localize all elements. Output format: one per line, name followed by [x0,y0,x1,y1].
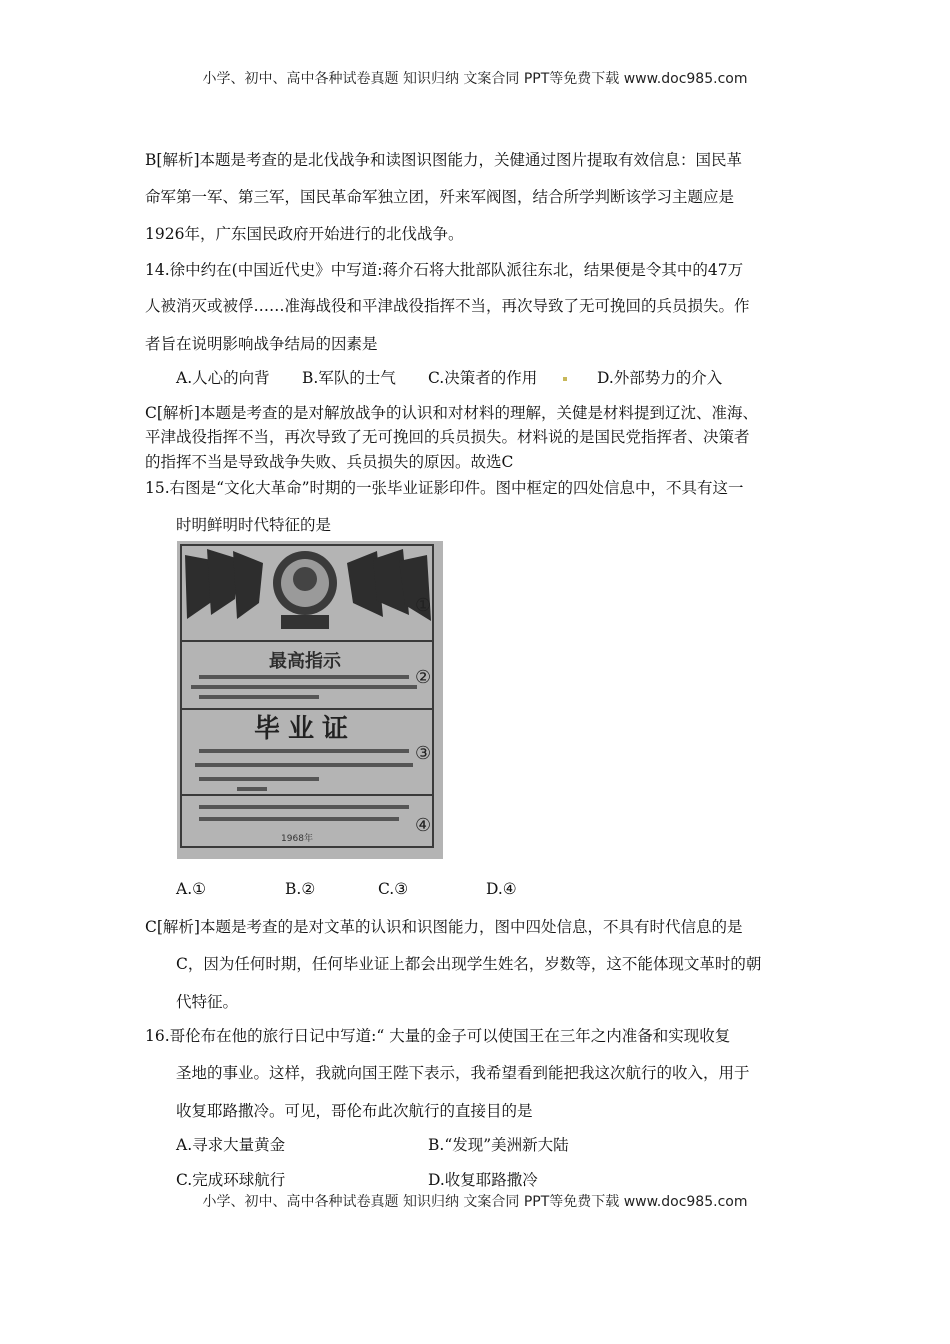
q14-option-d: D.外部势力的介入 [597,369,723,387]
q16-option-b: B.“发现”美洲新大陆 [428,1136,569,1154]
q15-analysis-line-3: 代特征。 [176,993,239,1011]
q16-option-a: A.寻求大量黄金 [176,1136,286,1154]
q14-analysis-line-2: 平津战役指挥不当，再次导致了无可挽回的兵员损失。材料说的是国民党指挥者、决策者 [145,428,750,446]
certificate-heading-zuigao: 最高指示 [269,651,341,672]
q14-option-c: C.决策者的作用 [428,369,538,387]
q15-stem-line-2: 时明鲜明时代特征的是 [176,516,332,534]
q15-option-a: A.① [176,880,207,898]
q14-option-a: A.人心的向背 [176,369,270,387]
certificate-heading-biyezheng: 毕业证 [253,714,357,744]
q15-analysis-line-1: C[解析]本题是考查的是对文革的认识和识图能力，图中四处信息，不具有时代信息的是 [145,918,743,936]
q16-stem-line-1: 16.哥伦布在他的旅行日记中写道:“ 大量的金子可以使国王在三年之内准备和实现收复 [145,1027,731,1045]
q14-option-b: B.军队的士气 [302,369,396,387]
q16-stem-line-2: 圣地的事业。这样，我就向国王陛下表示，我希望看到能把我这次航行的收入，用于 [176,1064,750,1082]
q15-option-d: D.④ [486,880,517,898]
q15-stem-line-1: 15.右图是“文化大革命”时期的一张毕业证影印件。图中框定的四处信息中，不具有这一 [145,479,744,497]
q14-analysis-line-1: C[解析]本题是考查的是对解放战争的认识和对材料的理解，关健是材料提到辽沈、准海、 [145,404,758,422]
certificate-date: 1968年 [281,834,313,844]
graduation-certificate-image [177,541,443,859]
q14-stem-line-3: 者旨在说明影响战争结局的因素是 [145,335,378,353]
marker-1: ① [415,595,432,616]
marker-3: ③ [415,743,432,764]
q13-analysis-line-3: 1926年，广东国民政府开始进行的北伐战争。 [145,225,464,243]
q16-option-d: D.收复耶路撒冷 [428,1171,538,1189]
marker-4: ④ [415,815,432,836]
q15-option-c: C.③ [378,880,409,898]
marker-2: ② [415,667,432,688]
q16-option-c: C.完成环球航行 [176,1171,286,1189]
page-footer: 小学、初中、高中各种试卷真题 知识归纳 文案合同 PPT等免费下载 www.doc985.com [202,1194,748,1210]
stray-dot [563,377,567,381]
q14-analysis-line-3: 的指挥不当是导致战争失败、兵员损失的原因。故选C [145,453,514,471]
page-header: 小学、初中、高中各种试卷真题 知识归纳 文案合同 PPT等免费下载 www.doc985.com [202,71,748,87]
q13-analysis-line-1: B[解析]本题是考查的是北伐战争和读图识图能力，关健通过图片提取有效信息：国民革 [145,151,742,169]
q16-stem-line-3: 收复耶路撒冷。可见，哥伦布此次航行的直接目的是 [176,1102,533,1120]
q14-stem-line-1: 14.徐中约在(中国近代史》中写道:蒋介石将大批部队派往东北，结果便是令其中的47万 [145,261,744,279]
q13-analysis-line-2: 命军第一军、第三军，国民革命军独立团，歼来军阀图，结合所学判断该学习主题应是 [145,188,735,206]
q15-option-b: B.② [285,880,316,898]
q14-stem-line-2: 人被消灭或被俘……准海战役和平津战役指挥不当，再次导致了无可挽回的兵员损失。作 [145,297,750,315]
q15-analysis-line-2: C，因为任何时期，任何毕业证上都会出现学生姓名，岁数等，这不能体现文革时的朝 [176,955,762,973]
